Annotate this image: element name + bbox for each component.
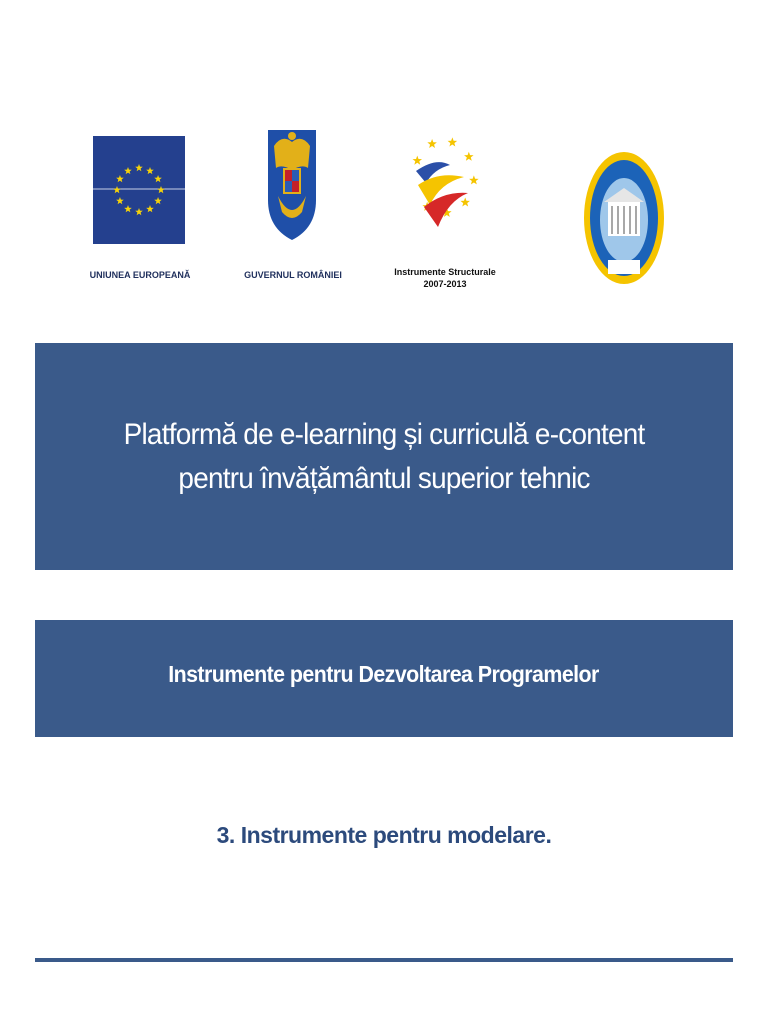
si-star-icon — [448, 137, 458, 146]
romania-coat-of-arms-icon — [266, 128, 318, 244]
si-caption-line1: Instrumente Structurale — [394, 267, 496, 277]
title-banner — [35, 343, 733, 570]
politehnica-seal-icon — [580, 148, 668, 288]
structural-instruments-icon — [404, 127, 486, 245]
si-caption-line2: 2007-2013 — [423, 279, 467, 289]
title-line-1: Platformă de e-learning și curriculă e-content — [123, 417, 645, 451]
gov-caption: GUVERNUL ROMÂNIEI — [244, 270, 342, 280]
si-star-icon — [427, 139, 437, 148]
si-star-icon — [413, 156, 423, 165]
si-star-icon — [460, 197, 470, 206]
title-line-2: pentru învățământul superior tehnic — [178, 461, 590, 495]
eu-flag-logo — [93, 136, 185, 244]
section-title: 3. Instrumente pentru modelare. — [216, 822, 552, 848]
eu-caption: UNIUNEA EUROPEANĂ — [89, 270, 191, 280]
subtitle-banner — [35, 620, 733, 737]
si-star-icon — [469, 175, 479, 184]
si-star-icon — [464, 152, 474, 161]
page-title — [124, 413, 645, 501]
si-caption — [380, 266, 510, 290]
subtitle: Instrumente pentru Dezvoltarea Programelor — [168, 661, 600, 687]
footer-divider — [35, 958, 733, 962]
